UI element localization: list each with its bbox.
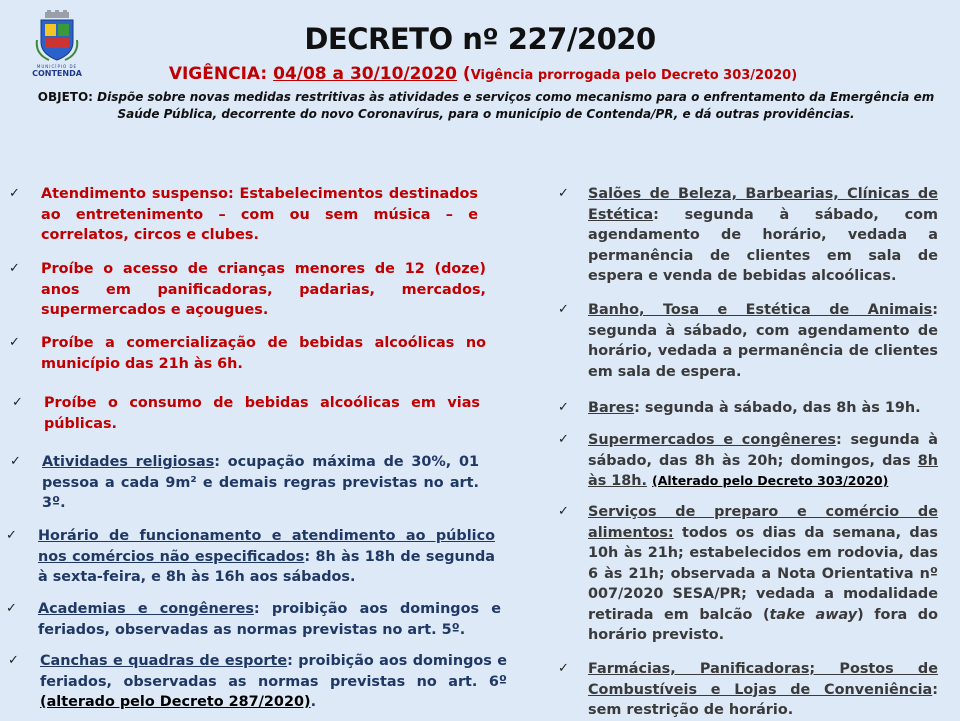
check-icon: ✓ [558, 400, 569, 415]
check-icon: ✓ [6, 528, 17, 543]
item-text: : sem restrição de horário. [588, 681, 938, 718]
check-icon: ✓ [12, 395, 23, 410]
item-hours-underlined: 8h às 18h. [588, 452, 938, 489]
item-heading: Academias e congêneres [38, 601, 254, 617]
check-icon: ✓ [558, 504, 569, 519]
check-icon: ✓ [10, 454, 21, 469]
check-icon: ✓ [9, 335, 20, 350]
item-heading: Canchas e quadras de esporte [40, 653, 288, 669]
item-text: : segunda à sábado, das 8h às 19h. [634, 400, 921, 416]
objeto-paragraph [36, 89, 936, 123]
item-amendment-note: (alterado pelo Decreto 287/2020) [40, 694, 311, 710]
item-text: : proibição aos domingos e feriados, observadas as normas previstas no art. 5º. [38, 601, 501, 638]
item-heading: Horário de funcionamento e atendimento ao público nos comércios não especificados [38, 528, 495, 565]
list-item [10, 452, 479, 514]
item-text: Proíbe o acesso de crianças menores de 12 (doze) anos em panificadoras, padarias, mercados, supermercados e açougues. [41, 261, 486, 318]
item-text: : segunda à sábado, com agendamento de horário, vedada a permanência de clientes em sala de espera. [588, 302, 938, 380]
check-icon: ✓ [558, 302, 569, 317]
check-icon: ✓ [9, 186, 20, 201]
item-heading: Bares [588, 400, 635, 416]
item-amendment-note: (Alterado pelo Decreto 303/2020) [652, 473, 889, 488]
list-item [12, 393, 480, 434]
list-item [6, 599, 501, 640]
check-icon: ✓ [8, 653, 19, 668]
list-item [558, 502, 938, 646]
item-heading: Banho, Tosa e Estética de Animais [588, 302, 933, 318]
decree-title: DECRETO nº 227/2020 [304, 22, 656, 56]
logo-city-name: CONTENDA [32, 69, 82, 78]
item-text: Atendimento suspenso: Estabelecimentos destinados ao entretenimento – com ou sem música – e correlatos, circos e clubes. [41, 186, 478, 243]
list-item [558, 300, 938, 382]
list-item [9, 184, 478, 246]
item-text: : segunda à sábado, das 8h às 20h; domingos, das [588, 432, 938, 469]
logo-municipio-text: MUNICÍPIO DE [36, 64, 78, 69]
list-item [8, 651, 507, 713]
check-icon: ✓ [9, 261, 20, 276]
item-emphasis: take away [769, 606, 858, 623]
objeto-text: Dispõe sobre novas medidas restritivas às atividades e serviços como mecanismo para o enfrentamento da Emergência em Saúde Pública, decorrente do novo Coronavírus, para o município de Contenda/PR, e dá outras providências. [97, 90, 935, 121]
list-item [558, 184, 938, 287]
list-item [6, 526, 496, 588]
item-text: : segunda à sábado, com agendamento de horário, vedada a permanência de clientes em sala de espera e venda de bebidas alcoólicas. [588, 206, 938, 284]
list-item [558, 398, 938, 419]
vigencia-label: VIGÊNCIA: [168, 64, 268, 84]
item-text: : ocupação máxima de 30%, 01 pessoa a cada 9m² e demais regras previstas no art. 3º. [42, 454, 479, 511]
check-icon: ✓ [558, 186, 569, 201]
list-item [558, 659, 938, 721]
item-heading: Salões de Beleza, Barbearias, Clínicas de Estética [588, 186, 938, 223]
list-item [9, 333, 486, 374]
item-text: todos os dias da semana, das 10h às 21h; estabelecidos em rodovia, das 6 às 21h; observada a Nota Orientativa nº 007/2020 SESA/PR; vedada a modalidade retirada em balcão ( [588, 524, 938, 623]
item-text: : proibição aos domingos e feriados, observadas as normas previstas no art. 6º [40, 653, 507, 690]
vigencia-note-open: ( [462, 64, 471, 84]
objeto-label: OBJETO: [37, 90, 93, 104]
check-icon: ✓ [558, 661, 569, 676]
list-item [558, 430, 938, 492]
vigencia-line [0, 64, 960, 84]
vigencia-note: Vigência prorrogada pelo Decreto 303/2020) [470, 68, 798, 83]
item-heading: Supermercados e congêneres [588, 432, 836, 448]
item-text: : 8h às 18h de segunda à sexta-feira, e 8h às 16h aos sábados. [38, 548, 496, 585]
item-text: Proíbe a comercialização de bebidas alcoólicas no município das 21h às 6h. [41, 335, 486, 372]
item-tail: . [310, 694, 317, 710]
item-heading: Serviços de preparo e comércio de alimentos: [588, 504, 938, 541]
vigencia-dates: 04/08 a 30/10/2020 [273, 64, 457, 84]
list-item [9, 259, 486, 321]
item-tail: ) fora do horário previsto. [588, 606, 938, 643]
item-heading: Atividades religiosas [42, 454, 215, 470]
item-text: Proíbe o consumo de bebidas alcoólicas em vias públicas. [44, 395, 480, 432]
check-icon: ✓ [558, 432, 569, 447]
check-icon: ✓ [6, 601, 17, 616]
item-heading: Farmácias, Panificadoras; Postos de Combustíveis e Lojas de Conveniência [588, 661, 938, 698]
